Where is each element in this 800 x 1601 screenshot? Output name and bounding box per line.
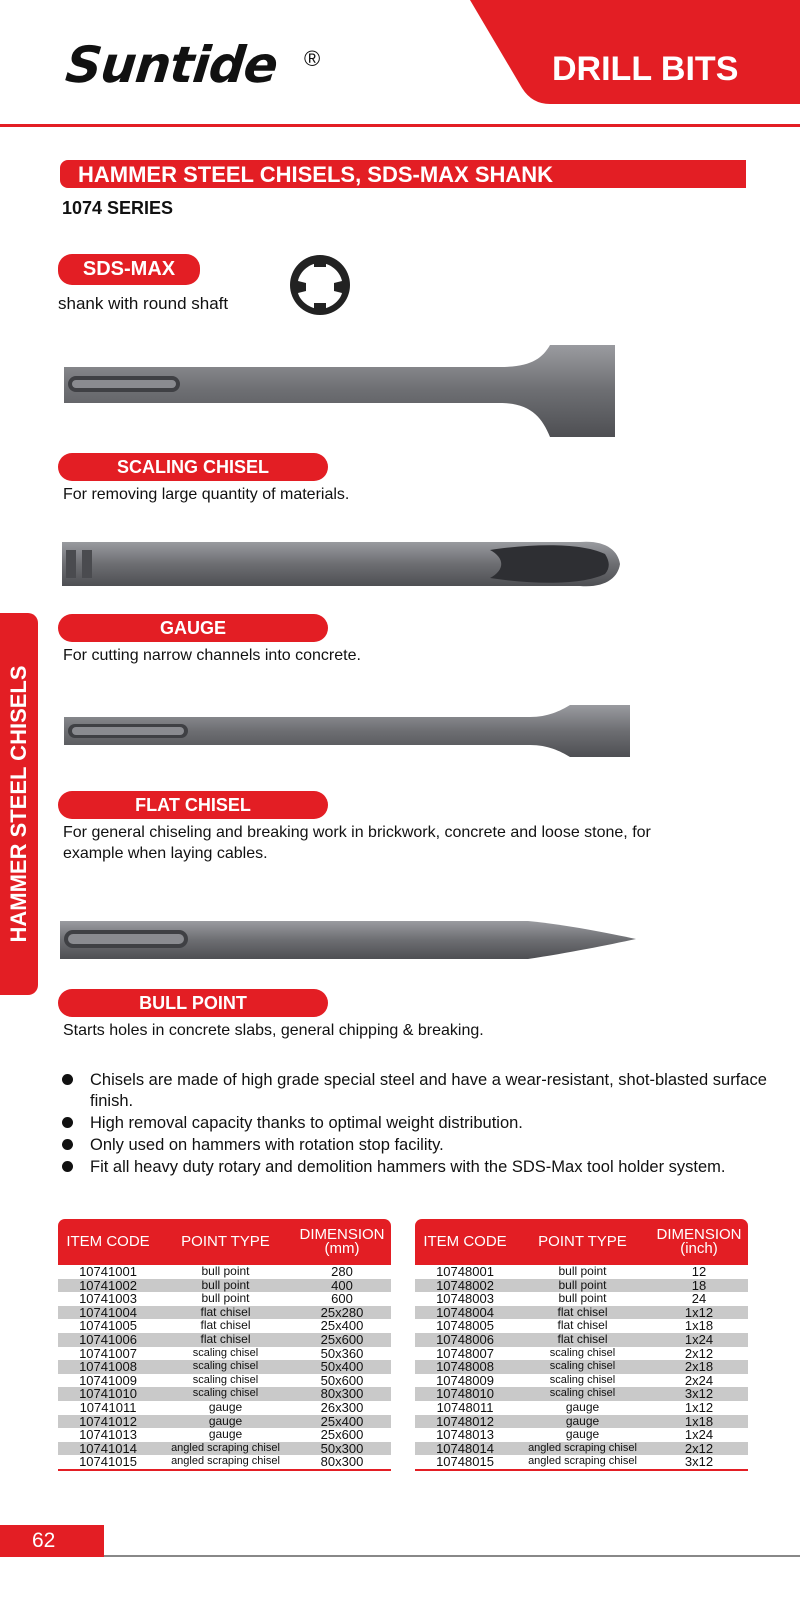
table-row xyxy=(415,1292,748,1306)
item-code-cell: 10748011 xyxy=(436,1399,494,1415)
point-type-cell: flat chisel xyxy=(557,1318,608,1333)
sds-max-shank-icon xyxy=(288,253,352,317)
item-code-cell: 10748015 xyxy=(436,1454,494,1470)
dimension-cell: 600 xyxy=(331,1291,353,1307)
item-code-cell: 10748010 xyxy=(436,1386,494,1402)
table-row xyxy=(415,1455,748,1469)
table-row xyxy=(415,1279,748,1293)
product-title-bar xyxy=(60,160,746,188)
shank-description: shank with round shaft xyxy=(58,294,229,313)
point-type-cell: flat chisel xyxy=(200,1318,251,1333)
dimension-cell: 1x24 xyxy=(684,1331,714,1347)
item-code-cell: 10741005 xyxy=(79,1318,137,1334)
dimension-cell: 50x300 xyxy=(320,1440,364,1456)
table-row xyxy=(58,1306,391,1320)
table-row xyxy=(58,1455,391,1469)
item-code-cell: 10748013 xyxy=(436,1427,494,1443)
table-row xyxy=(415,1401,748,1415)
point-type-cell: scaling chisel xyxy=(549,1387,616,1400)
table-header xyxy=(415,1219,748,1265)
registered-mark: ® xyxy=(304,46,321,71)
item-code-cell: 10748007 xyxy=(436,1345,494,1361)
spec-table-inch xyxy=(415,1219,748,1471)
section-title: DRILL BITS xyxy=(552,50,739,88)
header-item-code: ITEM CODE xyxy=(66,1233,150,1250)
table-row xyxy=(58,1360,391,1374)
item-code-cell: 10741014 xyxy=(79,1440,137,1456)
dimension-cell: 280 xyxy=(331,1264,353,1279)
item-code-cell: 10748002 xyxy=(436,1277,494,1293)
item-code-cell: 10741012 xyxy=(79,1413,137,1429)
item-code-cell: 10741004 xyxy=(79,1304,137,1320)
dimension-cell: 25x280 xyxy=(320,1304,364,1320)
item-code-cell: 10748003 xyxy=(436,1291,494,1307)
item-code-cell: 10741007 xyxy=(79,1345,137,1361)
dimension-cell: 2x18 xyxy=(684,1359,714,1375)
dimension-cell: 2x12 xyxy=(684,1440,714,1456)
bullet-icon xyxy=(62,1139,73,1150)
item-code-cell: 10741015 xyxy=(79,1454,137,1470)
dimension-cell: 80x300 xyxy=(320,1386,364,1402)
feature-list xyxy=(60,1070,780,1179)
table-row xyxy=(415,1387,748,1401)
table-row xyxy=(58,1415,391,1429)
item-code-cell: 10748001 xyxy=(436,1264,494,1279)
dimension-cell: 25x600 xyxy=(320,1427,364,1443)
table-body xyxy=(415,1265,748,1469)
table-header xyxy=(58,1219,391,1265)
gauge-desc: For cutting narrow channels into concrete. xyxy=(63,647,361,664)
point-type-cell: flat chisel xyxy=(200,1304,251,1319)
dimension-cell: 12 xyxy=(691,1264,707,1279)
point-type-cell: scaling chisel xyxy=(192,1360,259,1373)
point-type-cell: scaling chisel xyxy=(192,1387,259,1400)
item-code-cell: 10748006 xyxy=(436,1331,494,1347)
table-row xyxy=(415,1306,748,1320)
point-type-cell: bull point xyxy=(558,1291,607,1306)
point-type-cell: bull point xyxy=(201,1291,250,1306)
side-tab xyxy=(0,613,38,995)
item-code-cell: 10741008 xyxy=(79,1359,137,1375)
dimension-cell: 24 xyxy=(691,1291,707,1307)
bull-point-desc: Starts holes in concrete slabs, general chipping & breaking. xyxy=(63,1022,484,1039)
item-code-cell: 10741002 xyxy=(79,1277,137,1293)
item-code-cell: 10748012 xyxy=(436,1413,494,1429)
flat-chisel-desc: For general chiseling and breaking work in brickwork, concrete and loose stone, for example when laying cables. xyxy=(63,824,651,862)
scaling-chisel-desc: For removing large quantity of materials. xyxy=(63,486,350,503)
item-code-cell: 10748004 xyxy=(436,1304,494,1320)
table-row xyxy=(58,1319,391,1333)
table-row xyxy=(415,1319,748,1333)
dimension-cell: 26x300 xyxy=(320,1399,364,1415)
spec-table-mm xyxy=(58,1219,391,1471)
point-type-cell: angled scraping chisel xyxy=(171,1441,280,1454)
point-type-cell: gauge xyxy=(208,1399,243,1414)
scaling-chisel-image xyxy=(60,345,630,445)
dimension-cell: 50x360 xyxy=(320,1345,364,1361)
bull-point-image xyxy=(58,917,638,967)
table-row xyxy=(58,1333,391,1347)
dimension-cell: 1x24 xyxy=(684,1427,714,1443)
side-tab-label: HAMMER STEEL CHISELS xyxy=(6,665,31,943)
point-type-cell: scaling chisel xyxy=(549,1346,616,1359)
table-row xyxy=(58,1442,391,1456)
point-type-cell: bull point xyxy=(201,1277,250,1292)
dimension-cell: 25x600 xyxy=(320,1331,364,1347)
point-type-cell: gauge xyxy=(565,1399,600,1414)
point-type-cell: bull point xyxy=(201,1264,250,1278)
item-code-cell: 10741010 xyxy=(79,1386,137,1402)
dimension-cell: 50x400 xyxy=(320,1359,364,1375)
gauge-image xyxy=(60,536,630,592)
flat-chisel-label: FLAT CHISEL xyxy=(58,791,328,819)
header-point-type: POINT TYPE xyxy=(181,1233,270,1250)
feature-item: Chisels are made of high grade special steel and have a wear-resistant, shot-blasted surface finish. xyxy=(60,1070,780,1112)
point-type-cell: scaling chisel xyxy=(192,1373,259,1386)
table-row xyxy=(415,1333,748,1347)
table-row xyxy=(415,1360,748,1374)
header-point-type: POINT TYPE xyxy=(538,1233,627,1250)
point-type-cell: gauge xyxy=(208,1427,243,1442)
point-type-cell: gauge xyxy=(565,1413,600,1428)
dimension-cell: 18 xyxy=(691,1277,707,1293)
flat-chisel-image xyxy=(60,705,635,765)
item-code-cell: 10748005 xyxy=(436,1318,494,1334)
point-type-cell: flat chisel xyxy=(557,1304,608,1319)
dimension-cell: 2x24 xyxy=(684,1372,714,1388)
dimension-cell: 1x18 xyxy=(684,1413,714,1429)
series-label: 1074 SERIES xyxy=(62,198,174,218)
point-type-cell: flat chisel xyxy=(200,1331,251,1346)
point-type-cell: scaling chisel xyxy=(549,1373,616,1386)
item-code-cell: 10741006 xyxy=(79,1331,137,1347)
feature-item: Fit all heavy duty rotary and demolition hammers with the SDS-Max tool holder system. xyxy=(60,1157,780,1178)
table-bottom-rule xyxy=(58,1469,391,1471)
point-type-cell: scaling chisel xyxy=(549,1360,616,1373)
dimension-cell: 400 xyxy=(331,1277,353,1293)
dimension-cell: 1x12 xyxy=(684,1304,714,1320)
dimension-cell: 25x400 xyxy=(320,1318,364,1334)
header-item-code: ITEM CODE xyxy=(423,1233,507,1250)
table-body xyxy=(58,1265,391,1469)
header-dimension: DIMENSION (inch) xyxy=(656,1226,742,1257)
point-type-cell: angled scraping chisel xyxy=(528,1441,637,1454)
brand-logo: Suntide xyxy=(62,36,281,94)
table-row xyxy=(415,1442,748,1456)
product-title: HAMMER STEEL CHISELS, SDS-MAX SHANK xyxy=(78,162,554,187)
feature-item: Only used on hammers with rotation stop facility. xyxy=(60,1135,780,1156)
bullet-icon xyxy=(62,1161,73,1172)
dimension-cell: 1x18 xyxy=(684,1318,714,1334)
point-type-cell: angled scraping chisel xyxy=(528,1455,637,1468)
feature-item: High removal capacity thanks to optimal weight distribution. xyxy=(60,1113,780,1134)
table-row xyxy=(415,1415,748,1429)
footer-divider xyxy=(104,1555,800,1557)
bull-point-label: BULL POINT xyxy=(58,989,328,1017)
bullet-icon xyxy=(62,1074,73,1085)
point-type-cell: flat chisel xyxy=(557,1331,608,1346)
shank-badge: SDS-MAX xyxy=(58,254,200,285)
table-row xyxy=(415,1347,748,1361)
item-code-cell: 10748009 xyxy=(436,1372,494,1388)
item-code-cell: 10748008 xyxy=(436,1359,494,1375)
item-code-cell: 10741013 xyxy=(79,1427,137,1443)
table-row xyxy=(58,1292,391,1306)
table-row xyxy=(58,1374,391,1388)
item-code-cell: 10741009 xyxy=(79,1372,137,1388)
bullet-icon xyxy=(62,1117,73,1128)
dimension-cell: 3x12 xyxy=(684,1386,714,1402)
table-row xyxy=(415,1428,748,1442)
table-bottom-rule xyxy=(415,1469,748,1471)
header-divider xyxy=(0,124,800,127)
dimension-cell: 3x12 xyxy=(684,1454,714,1470)
table-row xyxy=(58,1265,391,1279)
point-type-cell: scaling chisel xyxy=(192,1346,259,1359)
dimension-cell: 2x12 xyxy=(684,1345,714,1361)
dimension-cell: 25x400 xyxy=(320,1413,364,1429)
gauge-label: GAUGE xyxy=(58,614,328,642)
dimension-cell: 80x300 xyxy=(320,1454,364,1470)
page-number: 62 xyxy=(0,1525,104,1557)
scaling-chisel-label: SCALING CHISEL xyxy=(58,453,328,481)
item-code-cell: 10748014 xyxy=(436,1440,494,1456)
table-row xyxy=(58,1387,391,1401)
header-dimension: DIMENSION (mm) xyxy=(299,1226,385,1257)
table-row xyxy=(58,1347,391,1361)
table-row xyxy=(415,1374,748,1388)
item-code-cell: 10741003 xyxy=(79,1291,137,1307)
item-code-cell: 10741011 xyxy=(79,1399,137,1415)
point-type-cell: bull point xyxy=(558,1264,607,1278)
table-row xyxy=(58,1401,391,1415)
point-type-cell: gauge xyxy=(565,1427,600,1442)
dimension-cell: 1x12 xyxy=(684,1399,714,1415)
table-row xyxy=(415,1265,748,1279)
point-type-cell: angled scraping chisel xyxy=(171,1455,280,1468)
point-type-cell: bull point xyxy=(558,1277,607,1292)
dimension-cell: 50x600 xyxy=(320,1372,364,1388)
item-code-cell: 10741001 xyxy=(79,1264,137,1279)
point-type-cell: gauge xyxy=(208,1413,243,1428)
table-row xyxy=(58,1279,391,1293)
table-row xyxy=(58,1428,391,1442)
